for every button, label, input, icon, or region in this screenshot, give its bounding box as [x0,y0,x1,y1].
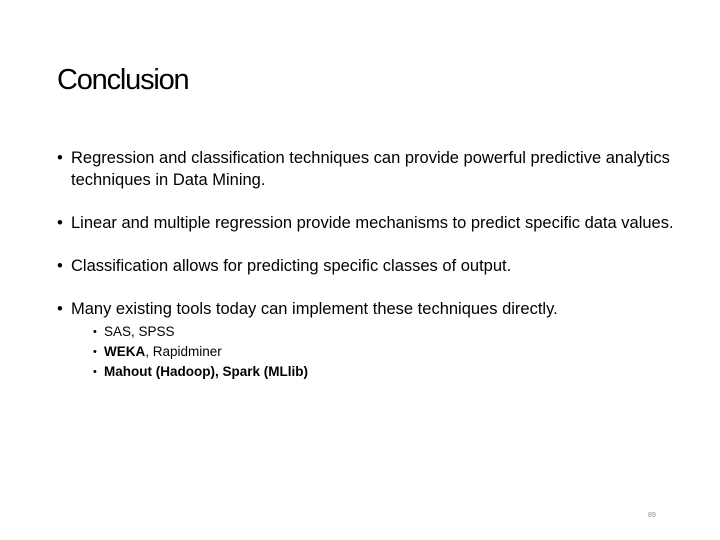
sub-bullet-strong: WEKA [104,344,146,359]
bullet-item [57,147,697,191]
bullet-item [57,212,697,234]
bullet-text: Classification allows for predicting specific classes of output. [71,257,512,275]
bullet-dot: • [57,149,63,167]
sub-bullet-dot: • [93,366,97,378]
bullet-item [57,255,697,277]
sub-bullet-item [93,362,697,382]
sub-bullet-item [93,342,697,362]
sub-bullet-text: , Rapidminer [145,344,222,359]
sub-bullet-list [93,322,697,382]
slide-title: Conclusion [57,64,189,96]
bullet-text: Many existing tools today can implement these techniques directly. [71,300,558,318]
bullet-dot: • [57,214,63,232]
bullet-item [57,298,697,382]
page-number: 89 [648,512,656,519]
bullet-list [57,147,697,386]
sub-bullet-text: SAS, SPSS [104,324,175,339]
sub-bullet-item [93,322,697,342]
bullet-dot: • [57,300,63,318]
bullet-text: Linear and multiple regression provide mechanisms to predict specific data values. [71,214,674,232]
sub-bullet-dot: • [93,326,97,338]
bullet-dot: • [57,257,63,275]
sub-bullet-dot: • [93,346,97,358]
sub-bullet-strong: Mahout (Hadoop), Spark (MLlib) [104,364,308,379]
bullet-text: Regression and classification techniques can provide powerful predictive analytics techniques in Data Mining. [71,149,670,189]
